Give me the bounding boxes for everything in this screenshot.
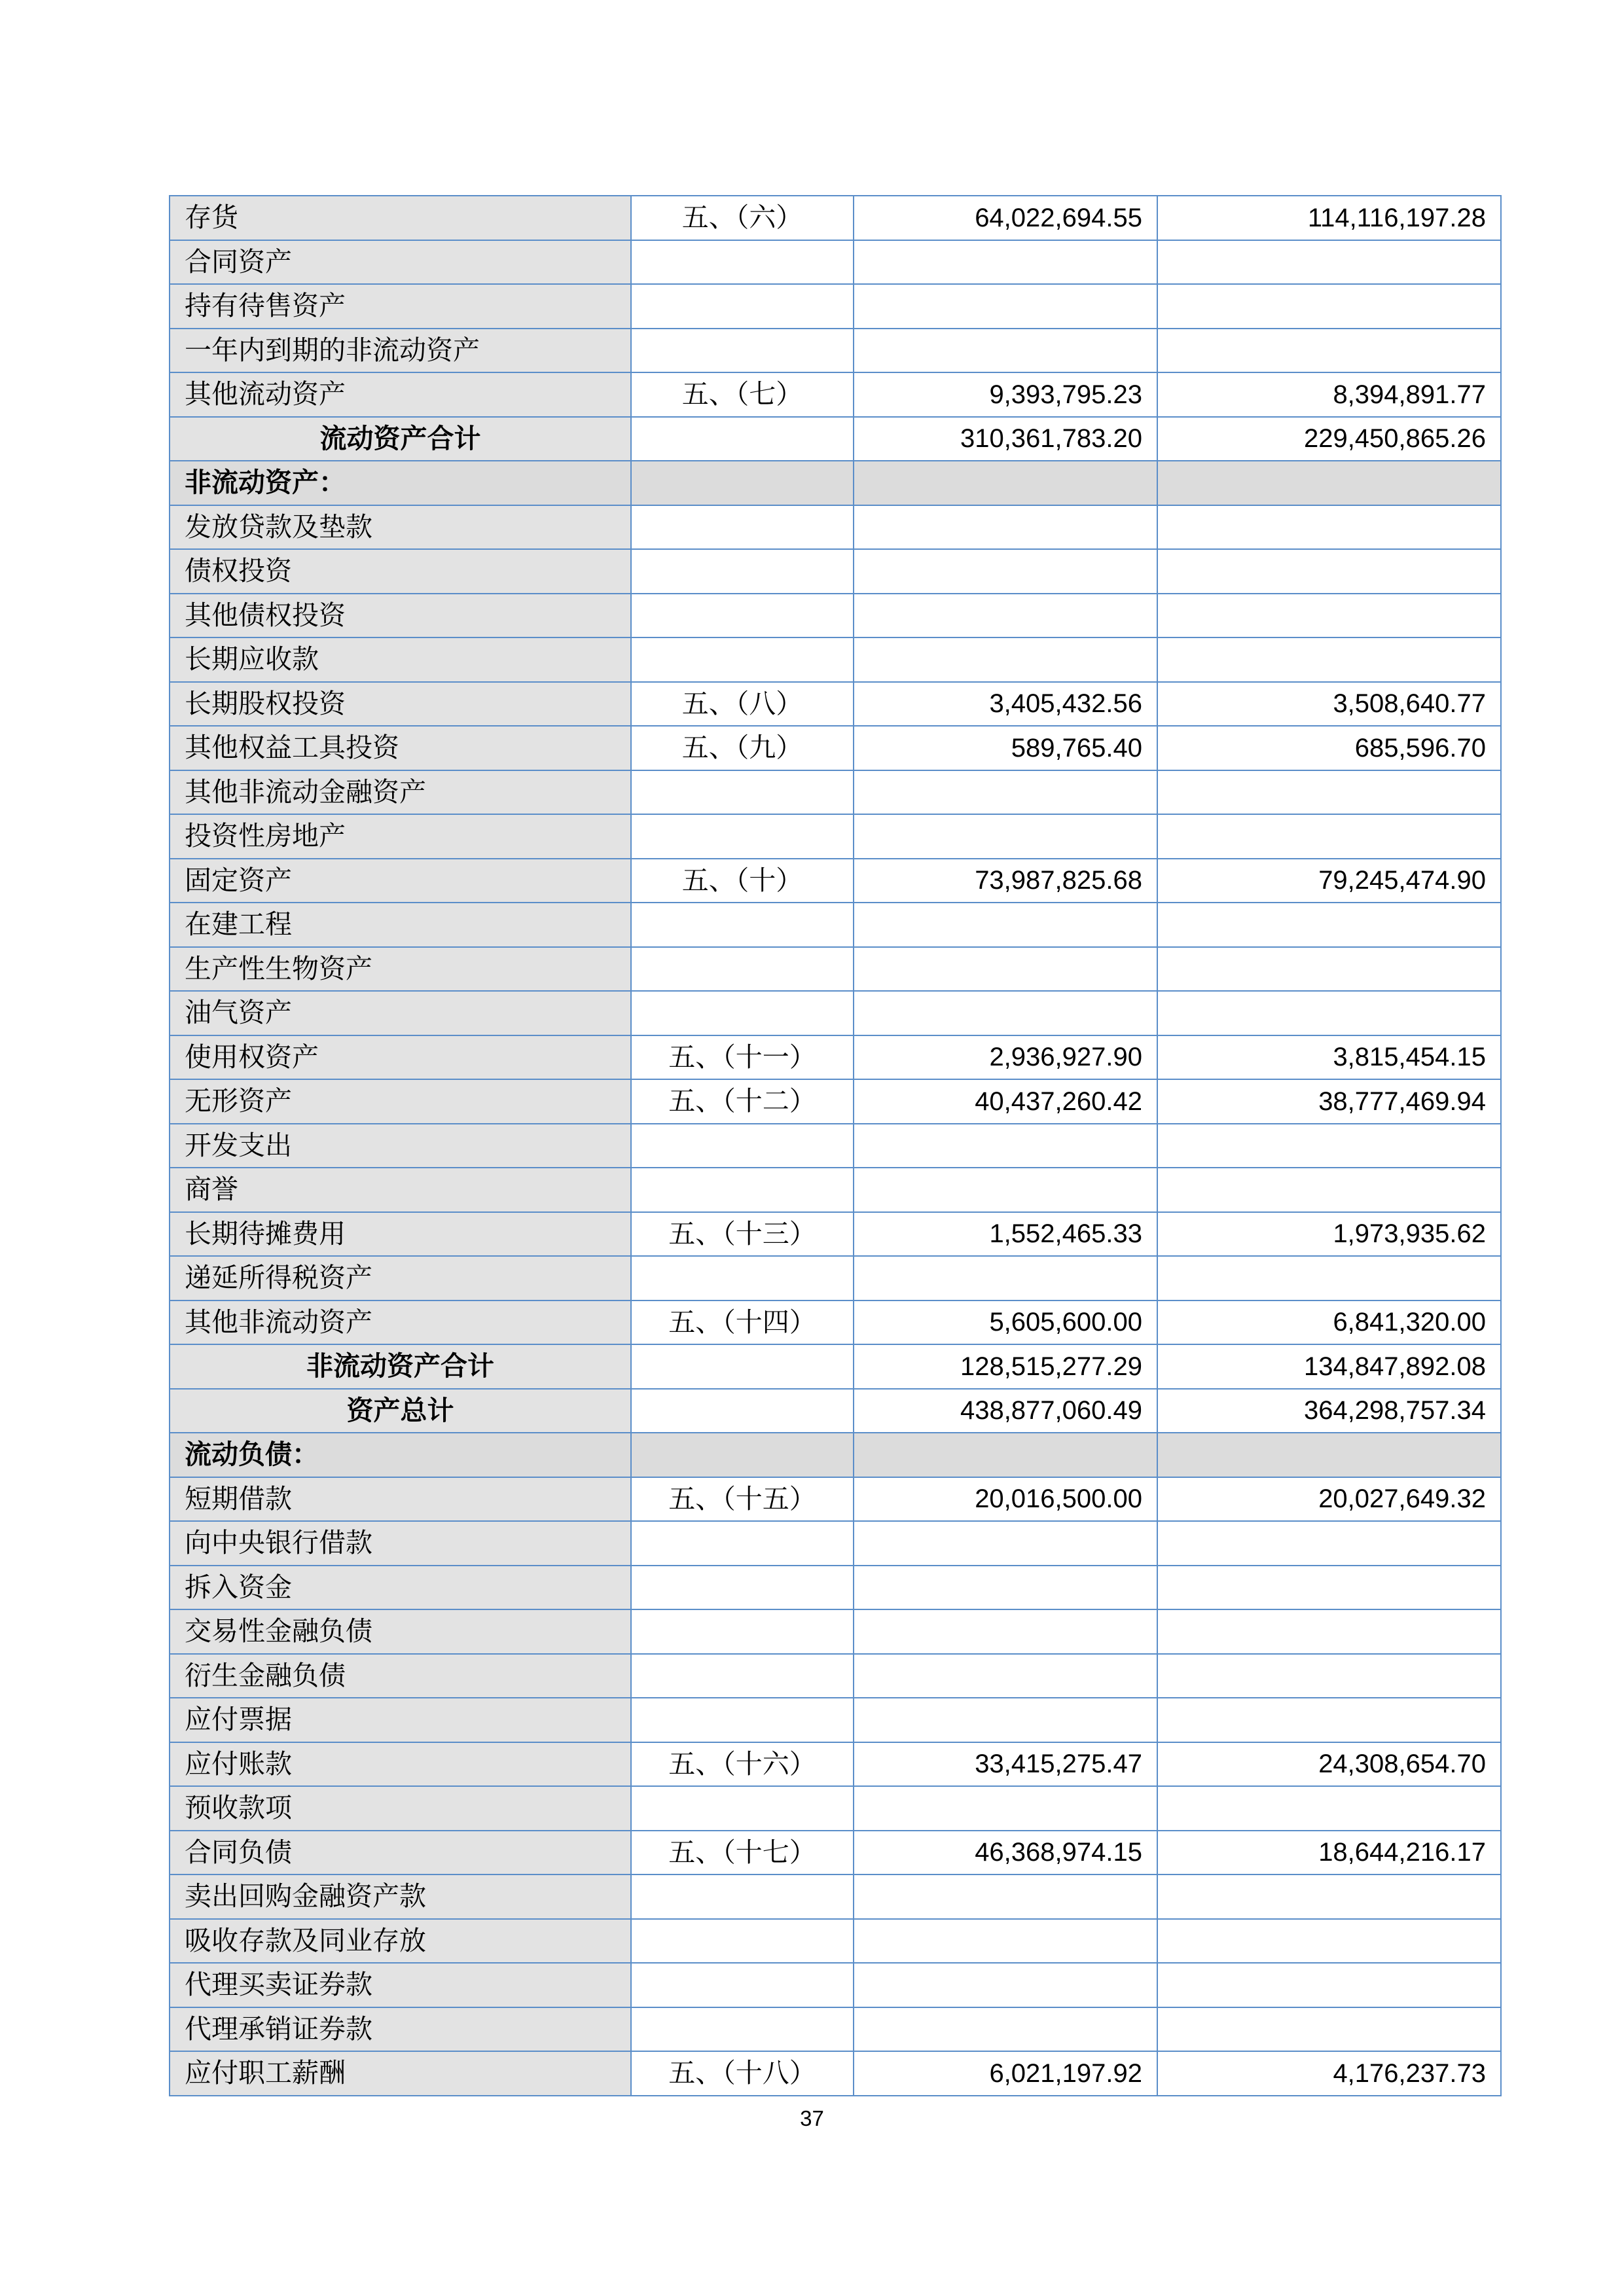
prior-period-amount <box>1157 947 1501 992</box>
note-reference <box>631 1256 854 1300</box>
table-row <box>170 196 1501 240</box>
prior-period-amount: 79,245,474.90 <box>1157 859 1501 903</box>
note-reference: 五、（十二） <box>631 1079 854 1124</box>
current-period-amount <box>854 637 1157 682</box>
line-item-label: 油气资产 <box>170 991 631 1035</box>
note-reference: 五、（十五） <box>631 1477 854 1522</box>
note-reference <box>631 1389 854 1433</box>
line-item-label: 向中央银行借款 <box>170 1521 631 1566</box>
line-item-label: 使用权资产 <box>170 1035 631 1080</box>
line-item-label: 吸收存款及同业存放 <box>170 1919 631 1964</box>
line-item-label: 代理买卖证券款 <box>170 1963 631 2007</box>
line-item-label: 其他非流动金融资产 <box>170 770 631 815</box>
note-reference <box>631 1654 854 1698</box>
prior-period-amount <box>1157 814 1501 859</box>
note-reference <box>631 284 854 329</box>
line-item-label: 代理承销证券款 <box>170 2007 631 2052</box>
note-reference: 五、（十八） <box>631 2051 854 2096</box>
note-reference <box>631 991 854 1035</box>
current-period-amount <box>854 1874 1157 1919</box>
note-reference <box>631 1344 854 1389</box>
line-item-label: 在建工程 <box>170 903 631 947</box>
note-reference <box>631 329 854 373</box>
note-reference <box>631 594 854 638</box>
current-period-amount: 73,987,825.68 <box>854 859 1157 903</box>
subtotal-row <box>170 417 1501 461</box>
current-period-amount <box>854 1168 1157 1212</box>
current-period-amount: 33,415,275.47 <box>854 1742 1157 1787</box>
line-item-label: 流动资产合计 <box>170 417 631 461</box>
note-reference <box>631 1124 854 1168</box>
current-period-amount: 64,022,694.55 <box>854 196 1157 240</box>
prior-period-amount: 364,298,757.34 <box>1157 1389 1501 1433</box>
current-period-amount <box>854 947 1157 992</box>
subtotal-row <box>170 1344 1501 1389</box>
line-item-label: 合同负债 <box>170 1831 631 1875</box>
balance-sheet-table <box>169 195 1502 2096</box>
note-reference <box>631 947 854 992</box>
line-item-label: 短期借款 <box>170 1477 631 1522</box>
table-row <box>170 682 1501 726</box>
current-period-amount <box>854 549 1157 594</box>
prior-period-amount <box>1157 1566 1501 1610</box>
line-item-label: 拆入资金 <box>170 1566 631 1610</box>
table-row <box>170 726 1501 770</box>
note-reference <box>631 1566 854 1610</box>
line-item-label: 应付账款 <box>170 1742 631 1787</box>
line-item-label: 衍生金融负债 <box>170 1654 631 1698</box>
line-item-label: 持有待售资产 <box>170 284 631 329</box>
current-period-amount: 589,765.40 <box>854 726 1157 770</box>
line-item-label: 非流动资产合计 <box>170 1344 631 1389</box>
table-row <box>170 372 1501 417</box>
prior-period-amount <box>1157 1256 1501 1300</box>
prior-period-amount: 8,394,891.77 <box>1157 372 1501 417</box>
prior-period-amount <box>1157 1786 1501 1831</box>
table-row <box>170 770 1501 815</box>
note-reference: 五、（六） <box>631 196 854 240</box>
current-period-amount <box>854 814 1157 859</box>
prior-period-amount <box>1157 505 1501 550</box>
prior-period-amount <box>1157 1609 1501 1654</box>
line-item-label: 递延所得税资产 <box>170 1256 631 1300</box>
table-row <box>170 1786 1501 1831</box>
prior-period-amount: 3,508,640.77 <box>1157 682 1501 726</box>
prior-period-amount: 4,176,237.73 <box>1157 2051 1501 2096</box>
prior-period-amount <box>1157 1874 1501 1919</box>
current-period-amount <box>854 770 1157 815</box>
note-reference <box>631 2007 854 2052</box>
table-row <box>170 1477 1501 1522</box>
line-item-label: 长期应收款 <box>170 637 631 682</box>
prior-period-amount <box>1157 991 1501 1035</box>
line-item-label: 其他非流动资产 <box>170 1300 631 1345</box>
note-reference: 五、（十七） <box>631 1831 854 1875</box>
table-row <box>170 549 1501 594</box>
note-reference <box>631 814 854 859</box>
line-item-label: 卖出回购金融资产款 <box>170 1874 631 1919</box>
current-period-amount: 46,368,974.15 <box>854 1831 1157 1875</box>
table-row <box>170 991 1501 1035</box>
table-row <box>170 947 1501 992</box>
line-item-label: 生产性生物资产 <box>170 947 631 992</box>
prior-period-amount <box>1157 461 1501 505</box>
line-item-label: 其他债权投资 <box>170 594 631 638</box>
current-period-amount: 2,936,927.90 <box>854 1035 1157 1080</box>
table-row <box>170 903 1501 947</box>
prior-period-amount <box>1157 1168 1501 1212</box>
current-period-amount <box>854 1919 1157 1964</box>
note-reference <box>631 461 854 505</box>
prior-period-amount <box>1157 637 1501 682</box>
note-reference <box>631 903 854 947</box>
prior-period-amount: 229,450,865.26 <box>1157 417 1501 461</box>
line-item-label: 非流动资产： <box>170 461 631 505</box>
prior-period-amount: 18,644,216.17 <box>1157 1831 1501 1875</box>
line-item-label: 资产总计 <box>170 1389 631 1433</box>
current-period-amount <box>854 1521 1157 1566</box>
table-row <box>170 1079 1501 1124</box>
current-period-amount <box>854 1654 1157 1698</box>
line-item-label: 固定资产 <box>170 859 631 903</box>
note-reference: 五、（十四） <box>631 1300 854 1345</box>
table-row <box>170 505 1501 550</box>
current-period-amount: 20,016,500.00 <box>854 1477 1157 1522</box>
current-period-amount <box>854 1963 1157 2007</box>
current-period-amount: 128,515,277.29 <box>854 1344 1157 1389</box>
note-reference <box>631 417 854 461</box>
prior-period-amount: 685,596.70 <box>1157 726 1501 770</box>
note-reference: 五、（十） <box>631 859 854 903</box>
page-number: 37 <box>800 2106 824 2130</box>
line-item-label: 债权投资 <box>170 549 631 594</box>
line-item-label: 其他权益工具投资 <box>170 726 631 770</box>
prior-period-amount: 3,815,454.15 <box>1157 1035 1501 1080</box>
note-reference: 五、（十六） <box>631 1742 854 1787</box>
line-item-label: 长期股权投资 <box>170 682 631 726</box>
prior-period-amount <box>1157 329 1501 373</box>
table-row <box>170 1654 1501 1698</box>
current-period-amount <box>854 2007 1157 2052</box>
balance-sheet-body <box>170 196 1501 2096</box>
prior-period-amount <box>1157 1521 1501 1566</box>
table-row <box>170 1035 1501 1080</box>
current-period-amount <box>854 903 1157 947</box>
note-reference <box>631 770 854 815</box>
line-item-label: 长期待摊费用 <box>170 1212 631 1257</box>
prior-period-amount <box>1157 1433 1501 1477</box>
current-period-amount <box>854 461 1157 505</box>
prior-period-amount: 38,777,469.94 <box>1157 1079 1501 1124</box>
table-row <box>170 814 1501 859</box>
note-reference: 五、（八） <box>631 682 854 726</box>
line-item-label: 投资性房地产 <box>170 814 631 859</box>
current-period-amount: 40,437,260.42 <box>854 1079 1157 1124</box>
line-item-label: 交易性金融负债 <box>170 1609 631 1654</box>
table-row <box>170 1124 1501 1168</box>
prior-period-amount <box>1157 284 1501 329</box>
current-period-amount: 6,021,197.92 <box>854 2051 1157 2096</box>
table-row <box>170 1168 1501 1212</box>
table-row <box>170 1609 1501 1654</box>
note-reference: 五、（十三） <box>631 1212 854 1257</box>
note-reference <box>631 549 854 594</box>
current-period-amount <box>854 1256 1157 1300</box>
note-reference <box>631 1609 854 1654</box>
table-row <box>170 2007 1501 2052</box>
table-row <box>170 1742 1501 1787</box>
note-reference <box>631 1919 854 1964</box>
prior-period-amount <box>1157 240 1501 285</box>
note-reference: 五、（十一） <box>631 1035 854 1080</box>
current-period-amount <box>854 284 1157 329</box>
note-reference <box>631 1521 854 1566</box>
note-reference: 五、（九） <box>631 726 854 770</box>
note-reference <box>631 1433 854 1477</box>
current-period-amount <box>854 1786 1157 1831</box>
table-row <box>170 1566 1501 1610</box>
current-period-amount <box>854 1433 1157 1477</box>
table-row <box>170 594 1501 638</box>
section-header-row <box>170 1433 1501 1477</box>
table-row <box>170 637 1501 682</box>
current-period-amount: 3,405,432.56 <box>854 682 1157 726</box>
note-reference <box>631 1698 854 1742</box>
prior-period-amount <box>1157 1124 1501 1168</box>
note-reference <box>631 1874 854 1919</box>
table-row <box>170 1919 1501 1964</box>
table-row <box>170 859 1501 903</box>
prior-period-amount <box>1157 1698 1501 1742</box>
prior-period-amount <box>1157 2007 1501 2052</box>
current-period-amount <box>854 1698 1157 1742</box>
line-item-label: 开发支出 <box>170 1124 631 1168</box>
current-period-amount <box>854 505 1157 550</box>
note-reference <box>631 1786 854 1831</box>
table-row <box>170 1212 1501 1257</box>
line-item-label: 发放贷款及垫款 <box>170 505 631 550</box>
current-period-amount <box>854 1124 1157 1168</box>
table-row <box>170 1698 1501 1742</box>
line-item-label: 一年内到期的非流动资产 <box>170 329 631 373</box>
note-reference <box>631 637 854 682</box>
note-reference <box>631 240 854 285</box>
line-item-label: 商誉 <box>170 1168 631 1212</box>
prior-period-amount: 1,973,935.62 <box>1157 1212 1501 1257</box>
prior-period-amount: 6,841,320.00 <box>1157 1300 1501 1345</box>
table-row <box>170 1831 1501 1875</box>
prior-period-amount <box>1157 1654 1501 1698</box>
table-row <box>170 1874 1501 1919</box>
line-item-label: 存货 <box>170 196 631 240</box>
line-item-label: 应付票据 <box>170 1698 631 1742</box>
current-period-amount <box>854 1609 1157 1654</box>
current-period-amount: 1,552,465.33 <box>854 1212 1157 1257</box>
current-period-amount <box>854 240 1157 285</box>
table-row <box>170 240 1501 285</box>
prior-period-amount: 134,847,892.08 <box>1157 1344 1501 1389</box>
current-period-amount <box>854 991 1157 1035</box>
line-item-label: 预收款项 <box>170 1786 631 1831</box>
table-row <box>170 1300 1501 1345</box>
current-period-amount: 310,361,783.20 <box>854 417 1157 461</box>
current-period-amount: 9,393,795.23 <box>854 372 1157 417</box>
table-row <box>170 284 1501 329</box>
line-item-label: 无形资产 <box>170 1079 631 1124</box>
table-row <box>170 329 1501 373</box>
current-period-amount <box>854 329 1157 373</box>
line-item-label: 合同资产 <box>170 240 631 285</box>
prior-period-amount <box>1157 594 1501 638</box>
table-row <box>170 1256 1501 1300</box>
current-period-amount: 5,605,600.00 <box>854 1300 1157 1345</box>
prior-period-amount <box>1157 903 1501 947</box>
current-period-amount: 438,877,060.49 <box>854 1389 1157 1433</box>
note-reference <box>631 505 854 550</box>
prior-period-amount <box>1157 1919 1501 1964</box>
line-item-label: 应付职工薪酬 <box>170 2051 631 2096</box>
current-period-amount <box>854 594 1157 638</box>
table-row <box>170 1963 1501 2007</box>
line-item-label: 其他流动资产 <box>170 372 631 417</box>
note-reference <box>631 1168 854 1212</box>
prior-period-amount <box>1157 549 1501 594</box>
note-reference <box>631 1963 854 2007</box>
subtotal-row <box>170 1389 1501 1433</box>
section-header-row <box>170 461 1501 505</box>
prior-period-amount <box>1157 1963 1501 2007</box>
note-reference: 五、（七） <box>631 372 854 417</box>
prior-period-amount: 114,116,197.28 <box>1157 196 1501 240</box>
prior-period-amount: 24,308,654.70 <box>1157 1742 1501 1787</box>
prior-period-amount <box>1157 770 1501 815</box>
current-period-amount <box>854 1566 1157 1610</box>
prior-period-amount: 20,027,649.32 <box>1157 1477 1501 1522</box>
line-item-label: 流动负债： <box>170 1433 631 1477</box>
table-row <box>170 1521 1501 1566</box>
table-row <box>170 2051 1501 2096</box>
